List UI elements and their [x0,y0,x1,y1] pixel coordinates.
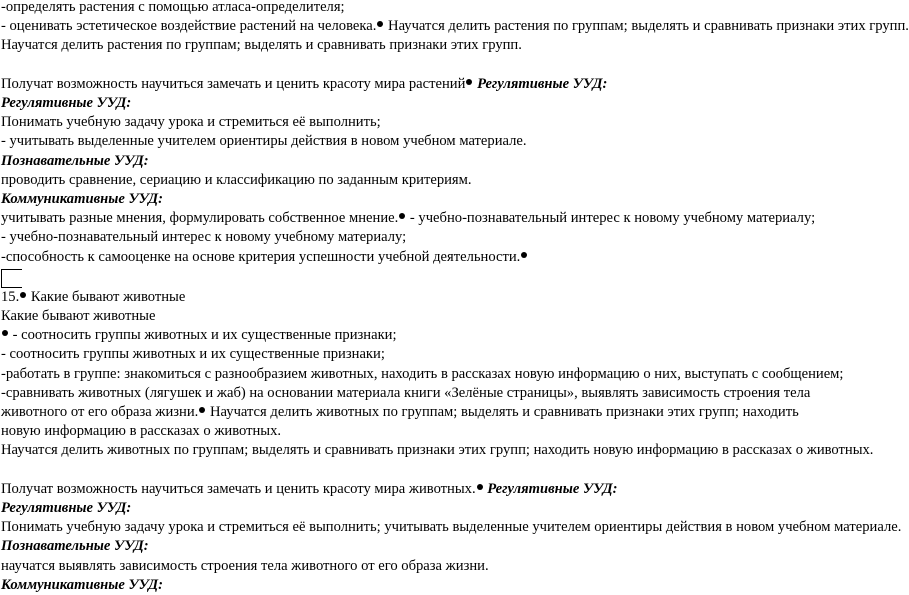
text-line [1,326,813,345]
bullet-icon [521,252,527,258]
bullet-icon [199,407,205,413]
section-heading: Регулятивные УУД: [1,95,132,111]
text-run: - соотносить группы животных и их существенные признаки; [9,327,397,344]
text-run: Какие бывают животные [27,288,186,305]
bullet-icon [399,213,405,219]
text-line: - соотносить группы животных и их существенные признаки; [1,346,385,363]
text-line: - учитывать выделенные учителем ориентиры действия в новом учебном материале. [1,133,527,150]
bullet-icon [477,484,483,490]
text-line: проводить сравнение, сериацию и классификацию по заданным критериям. [1,171,472,188]
text-run: Научатся делить растения по группам; выделять и сравнивать признаки этих групп. [384,18,909,35]
text-line [1,17,909,36]
text-run: - оценивать эстетическое воздействие растений на человека. [1,18,377,35]
text-run: -определять растения с помощью атласа-определителя; [1,0,345,15]
section-heading: Познавательные УУД: [1,538,149,555]
text-run: Получат возможность научиться замечать и ценить красоту мира животных. [1,480,476,497]
embedded-image-placeholder [1,269,22,288]
bullet-icon [466,79,472,85]
text-line: -работать в группе: знакомиться с разнообразием животных, находить в рассказах новую информацию о них, выступать с сообщением; [1,365,844,382]
section-heading: Регулятивные УУД: [483,480,618,497]
bullet-icon [2,330,8,336]
text-run: учитывать разные мнения, формулировать собственное мнение. [1,210,399,227]
text-line [1,209,816,228]
text-line: Понимать учебную задачу урока и стремиться её выполнить; [1,114,381,131]
blank-line [1,461,813,480]
text-run: Получат возможность научиться замечать и ценить красоту мира растений [1,75,466,92]
text-run: - учебно-познавательный интерес к новому учебному материалу; [406,210,816,227]
blank-line [1,56,813,75]
section-heading: Познавательные УУД: [1,152,149,169]
text-run: Научатся делить растения по группам; выделять и сравнивать признаки этих групп. [1,37,522,54]
text-paragraph [1,384,813,442]
text-line [1,480,813,499]
text-line [1,288,813,307]
text-line: - учебно-познавательный интерес к новому учебному материалу; [1,229,407,246]
text-line: научатся выявлять зависимость строения тела животного от его образа жизни. [1,557,489,574]
text-run: -способность к самооценке на основе критерия успешности учебной деятельности. [1,248,521,265]
bullet-icon [377,21,383,27]
text-line [1,75,813,94]
text-line: Научатся делить животных по группам; выделять и сравнивать признаки этих групп; находить новую информацию в рассказах о животных. [1,442,874,459]
section-heading: Коммуникативные УУД: [1,191,163,208]
section-heading: Регулятивные УУД: [1,500,132,517]
text-run: Научатся делить животных по группам; выделять и сравнивать признаки этих групп; находить новую информацию в рассказах о животных. [1,404,799,440]
item-number: 15. [1,288,20,305]
text-line: Понимать учебную задачу урока и стремиться её выполнить; учитывать выделенные учителем ориентиры действия в новом учебном материале. [1,519,902,536]
text-line [1,248,813,267]
text-line [1,36,813,55]
text-line: Какие бывают животные [1,308,156,325]
text-run: -сравнивать животных (лягушек и жаб) на основании материала книги «Зелёные страницы», выявлять зависимость строения тела животного от его образа жизни. [1,384,811,421]
section-heading: Регулятивные УУД: [473,75,608,92]
text-line [1,0,813,17]
section-heading: Коммуникативные УУД: [1,576,163,593]
bullet-icon [20,292,26,298]
